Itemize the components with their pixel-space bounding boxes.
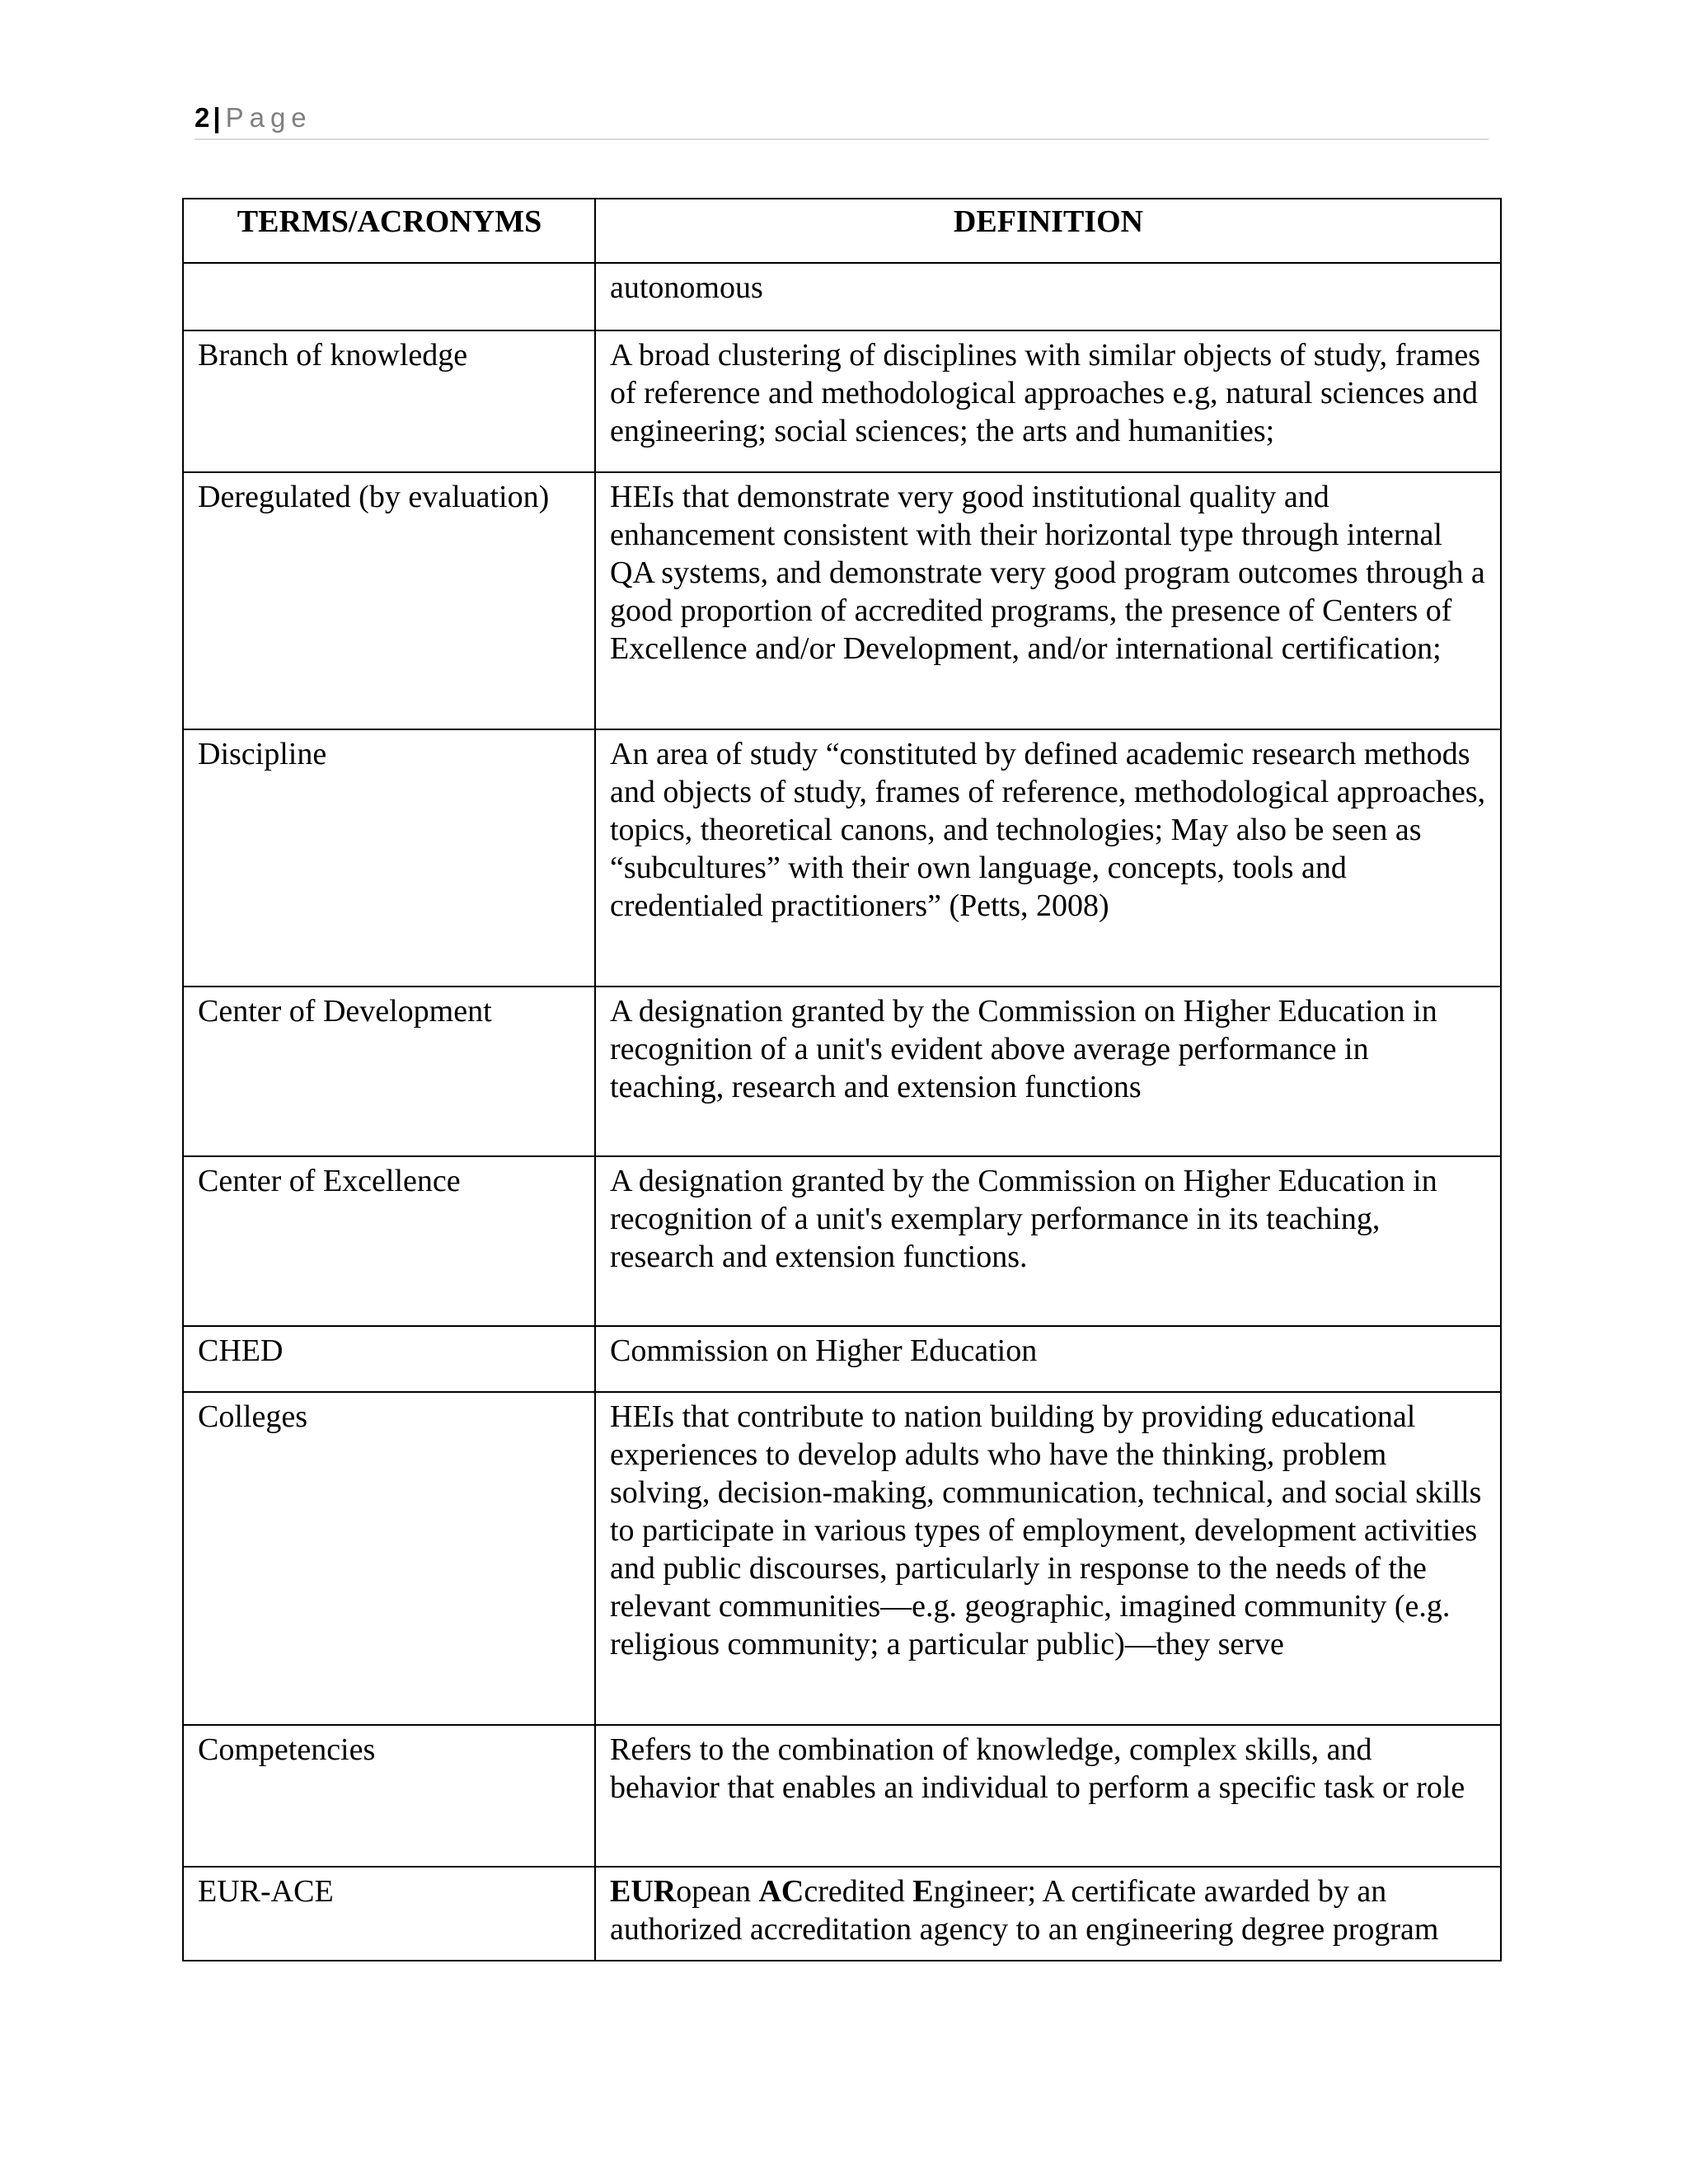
term-cell: EUR-ACE	[183, 1867, 595, 1961]
table-row	[183, 1867, 1501, 1961]
definition-cell: HEIs that contribute to nation building by providing educational experiences to develop adults who have the thinking, problem solving, decision-making, communication, technical, and social skills to participate in various types of employment, development activities and public discourses, particularly in response to the needs of the relevant communities—e.g. geographic, imagined community (e.g. religious community; a particular public)—they serve	[595, 1392, 1501, 1725]
acronym-rest: opean	[676, 1874, 759, 1909]
term-cell: Discipline	[183, 729, 595, 987]
definition-cell: HEIs that demonstrate very good institutional quality and enhancement consistent with their horizontal type through internal QA systems, and demonstrate very good program outcomes through a good proportion of accredited programs, the presence of Centers of Excellence and/or Development, and/or international certification;	[595, 472, 1501, 729]
acronym-letters: E	[912, 1874, 934, 1909]
term-cell	[183, 263, 595, 330]
page-number: 2	[195, 102, 210, 133]
term-cell: Center of Development	[183, 987, 595, 1156]
table-row	[183, 987, 1501, 1156]
column-header-definition: DEFINITION	[595, 199, 1501, 263]
term-cell: CHED	[183, 1326, 595, 1392]
table-row	[183, 472, 1501, 729]
term-cell: Colleges	[183, 1392, 595, 1725]
acronym-letters: AC	[758, 1874, 804, 1909]
definition-cell: Commission on Higher Education	[595, 1326, 1501, 1392]
term-cell: Branch of knowledge	[183, 330, 595, 472]
definition-cell: A designation granted by the Commission on Higher Education in recognition of a unit's exemplary performance in its teaching, research and extension functions.	[595, 1156, 1501, 1326]
table-header-row	[183, 199, 1501, 263]
definition-cell: A designation granted by the Commission on Higher Education in recognition of a unit's evident above average performance in teaching, research and extension functions	[595, 987, 1501, 1156]
acronym-rest: ngineer; A certificate awarded by an authorized accreditation agency to an engineering degree program	[610, 1874, 1439, 1947]
table-row	[183, 1392, 1501, 1725]
definition-cell: A broad clustering of disciplines with similar objects of study, frames of reference and methodological approaches e.g, natural sciences and engineering; social sciences; the arts and humanities;	[595, 330, 1501, 472]
page-separator: |	[213, 102, 221, 133]
definition-cell	[595, 1867, 1501, 1961]
table-row	[183, 263, 1501, 330]
term-cell: Deregulated (by evaluation)	[183, 472, 595, 729]
table-row	[183, 1326, 1501, 1392]
page-header	[195, 97, 1489, 140]
page-label: Page	[225, 102, 312, 133]
acronym-rest: credited	[804, 1874, 913, 1909]
definition-cell: Refers to the combination of knowledge, complex skills, and behavior that enables an individual to perform a specific task or role	[595, 1725, 1501, 1867]
table-row	[183, 1156, 1501, 1326]
table-row	[183, 1725, 1501, 1867]
definition-cell: An area of study “constituted by defined academic research methods and objects of study, frames of reference, methodological approaches, topics, theoretical canons, and technologies; May also be seen as “subcultures” with their own language, concepts, tools and credentialed practitioners” (Petts, 2008)	[595, 729, 1501, 987]
table-row	[183, 330, 1501, 472]
term-cell: Center of Excellence	[183, 1156, 595, 1326]
acronym-letters: EUR	[610, 1874, 677, 1909]
definition-cell: autonomous	[595, 263, 1501, 330]
table-row	[183, 729, 1501, 987]
term-cell: Competencies	[183, 1725, 595, 1867]
column-header-term: TERMS/ACRONYMS	[183, 199, 595, 263]
glossary-table	[182, 198, 1502, 1961]
